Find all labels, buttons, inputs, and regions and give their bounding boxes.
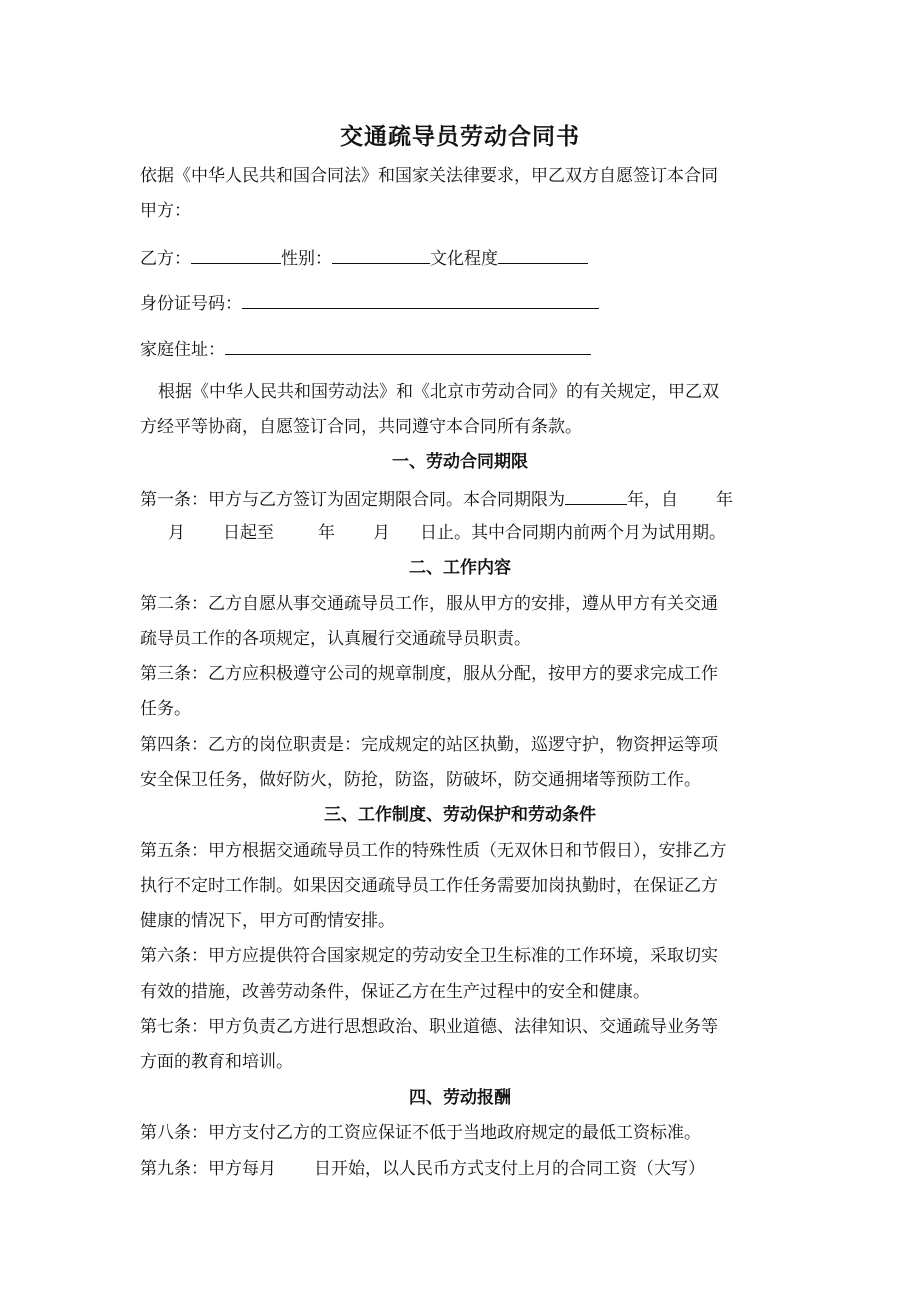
address-label: 家庭住址：: [140, 340, 225, 360]
id-row: [140, 290, 785, 316]
section-heading-term: 一、劳动合同期限: [392, 452, 528, 472]
start-month-label: 月: [168, 523, 185, 543]
education-label: 文化程度: [430, 249, 498, 269]
article-9-line: [140, 1157, 785, 1181]
article-line: 第三条：乙方应积极遵守公司的规章制度，服从分配，按甲方的要求完成工作: [140, 664, 718, 684]
article-1-year-label: 年: [716, 490, 733, 510]
article-line: 执行不定时工作制。如果因交通疏导员工作任务需要加岗执勤时，在保证乙方: [140, 876, 718, 896]
article-line: 疏导员工作的各项规定，认真履行交通疏导员职责。: [140, 629, 531, 649]
gender-blank[interactable]: [332, 245, 430, 264]
end-day-label: 日止。其中合同期内前两个月为试用期。: [420, 523, 726, 543]
gender-label: 性别：: [281, 249, 332, 269]
end-year-label: 年: [318, 523, 335, 543]
end-month-label: 月: [373, 523, 390, 543]
address-row: [140, 336, 785, 362]
section-heading-work: 二、工作内容: [409, 558, 511, 578]
article-1-from-label: 年，自: [627, 490, 678, 510]
party-b-name-blank[interactable]: [191, 245, 281, 264]
article-1-line-2: [168, 521, 813, 545]
section-heading-pay: 四、劳动报酬: [409, 1088, 511, 1108]
article-line: 第七条：甲方负责乙方进行思想政治、职业道德、法律知识、交通疏导业务等: [140, 1017, 718, 1037]
article-line: 第四条：乙方的岗位职责是：完成规定的站区执勤，巡逻守护，物资押运等项: [140, 735, 718, 755]
id-number-blank[interactable]: [242, 290, 599, 309]
article-line: 第八条：甲方支付乙方的工资应保证不低于当地政府规定的最低工资标准。: [140, 1123, 701, 1143]
article-line: 有效的措施，改善劳动条件，保证乙方在生产过程中的安全和健康。: [140, 982, 650, 1002]
id-label: 身份证号码：: [140, 294, 242, 314]
section-heading-conditions: 三、工作制度、劳动保护和劳动条件: [324, 805, 596, 825]
preamble-line-2: 方经平等协商，自愿签订合同，共同遵守本合同所有条款。: [140, 417, 582, 437]
article-9-text: 第九条：甲方每月: [140, 1159, 276, 1179]
article-1-line-1: [140, 486, 785, 512]
article-9-text-cont: 日开始，以人民币方式支付上月的合同工资（大写）: [314, 1159, 705, 1179]
education-blank[interactable]: [498, 245, 588, 264]
page-title: 交通疏导员劳动合同书: [340, 124, 580, 150]
article-line: 第二条：乙方自愿从事交通疏导员工作，服从甲方的安排，遵从甲方有关交通: [140, 594, 718, 614]
article-line: 方面的教育和培训。: [140, 1052, 293, 1072]
article-line: 健康的情况下，甲方可酌情安排。: [140, 911, 395, 931]
preamble-line-1: 根据《中华人民共和国劳动法》和《北京市劳动合同》的有关规定，甲乙双: [158, 382, 719, 402]
contract-term-blank[interactable]: [565, 486, 627, 505]
party-b-label: 乙方：: [140, 249, 191, 269]
party-a-label: 甲方：: [140, 201, 191, 221]
article-line: 任务。: [140, 699, 191, 719]
article-line: 第六条：甲方应提供符合国家规定的劳动安全卫生标准的工作环境，采取切实: [140, 946, 718, 966]
article-line: 第五条：甲方根据交通疏导员工作的特殊性质（无双休日和节假日），安排乙方: [140, 841, 727, 861]
address-blank[interactable]: [225, 336, 591, 355]
article-1-text: 第一条：甲方与乙方签订为固定期限合同。本合同期限为: [140, 490, 565, 510]
intro-text: 依据《中华人民共和国合同法》和国家关法律要求，甲乙双方自愿签订本合同: [140, 166, 718, 186]
party-b-row: [140, 245, 785, 271]
start-day-label: 日起至: [223, 523, 274, 543]
article-line: 安全保卫任务，做好防火，防抢，防盗，防破坏，防交通拥堵等预防工作。: [140, 770, 701, 790]
